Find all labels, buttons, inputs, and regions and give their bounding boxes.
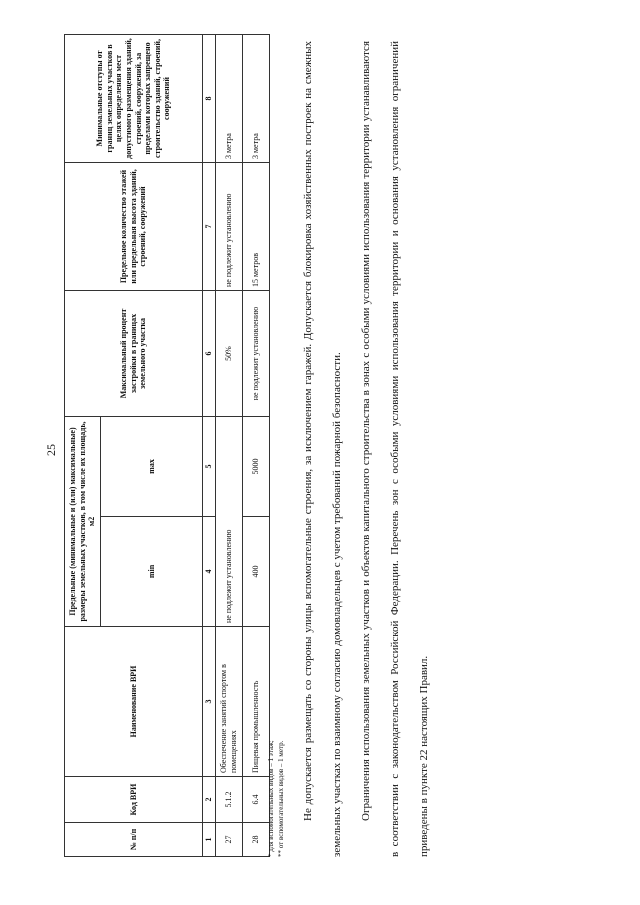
row-min: 400: [242, 517, 269, 627]
rotated-page: [40, 35, 600, 865]
column-number: 6: [203, 291, 216, 417]
column-number: 2: [203, 777, 216, 823]
column-number: 7: [203, 163, 216, 291]
header-size: Предельные (минимальные и (или) максимальные) размеры земельных участков, в том числе их площадь, м2: [65, 417, 101, 627]
column-number: 8: [203, 35, 216, 163]
row-size-merged: не подлежит установлению: [215, 417, 242, 627]
column-number: 4: [203, 517, 216, 627]
row-percent: 50%: [215, 291, 242, 417]
row-setback: 3 метра: [242, 35, 269, 163]
row-num: 27: [215, 823, 242, 857]
paragraph: Не допускается размещать со стороны улицы вспомогательные строения, за исключением гаражей. Допускается блокировка хозяйственных построек на смежных земельных участках по взаимному согласию домовладельцев с учетом требований пожарной безопасности.: [302, 41, 343, 857]
column-number: 5: [203, 417, 216, 517]
paragraph: Ограничения использования земельных участков и объектов капитального строительства в зонах с особыми условиями использования территории устанавливаются в соответствии с законодательством Российской Федерации. Перечень зон с особыми условиями использования территории и основания установления ограничений приведены в пункте 22 настоящих Правил.: [360, 41, 430, 857]
column-number: 3: [203, 627, 216, 777]
table-row: [215, 35, 242, 857]
footnote: ** от вспомогательных видов – 1 метр.: [277, 740, 285, 857]
row-num: 28: [242, 823, 269, 857]
row-max: 5000: [242, 417, 269, 517]
body-text: [294, 41, 439, 857]
row-code: 6.4: [242, 777, 269, 823]
column-number: 1: [203, 823, 216, 857]
row-name: Пищевая промышленность: [242, 627, 269, 777]
header-min: min: [101, 517, 203, 627]
page-number: 25: [44, 444, 58, 456]
header-setback: Минимальные отступы от границ земельных участков в целях определения мест допустимого размещения зданий, строений, сооружений, за пределами которых запрещено строительство зданий, строений, сооружений: [65, 35, 203, 163]
row-setback: 3 метра: [215, 35, 242, 163]
header-code: Код ВРИ: [65, 777, 203, 823]
footnote: * для вспомогательных видов – 1 этаж;: [267, 740, 275, 857]
column-number-row: [203, 35, 216, 857]
footnotes: [266, 740, 286, 857]
row-code: 5.1.2: [215, 777, 242, 823]
row-name: Обеспечение занятий спортом в помещениях: [215, 627, 242, 777]
header-name: Наименование ВРИ: [65, 627, 203, 777]
row-floors: не подлежит установлению: [215, 163, 242, 291]
header-num: № п/п: [65, 823, 203, 857]
header-percent: Максимальный процент застройки в границах земельного участка: [65, 291, 203, 417]
table-row: [242, 35, 269, 857]
header-max: max: [101, 417, 203, 517]
header-floors: Предельное количество этажей или предельная высота зданий, строений, сооружений: [65, 163, 203, 291]
zoning-parameters-table: [64, 34, 270, 857]
row-percent: не подлежит установлению: [242, 291, 269, 417]
row-floors: 15 метров: [242, 163, 269, 291]
